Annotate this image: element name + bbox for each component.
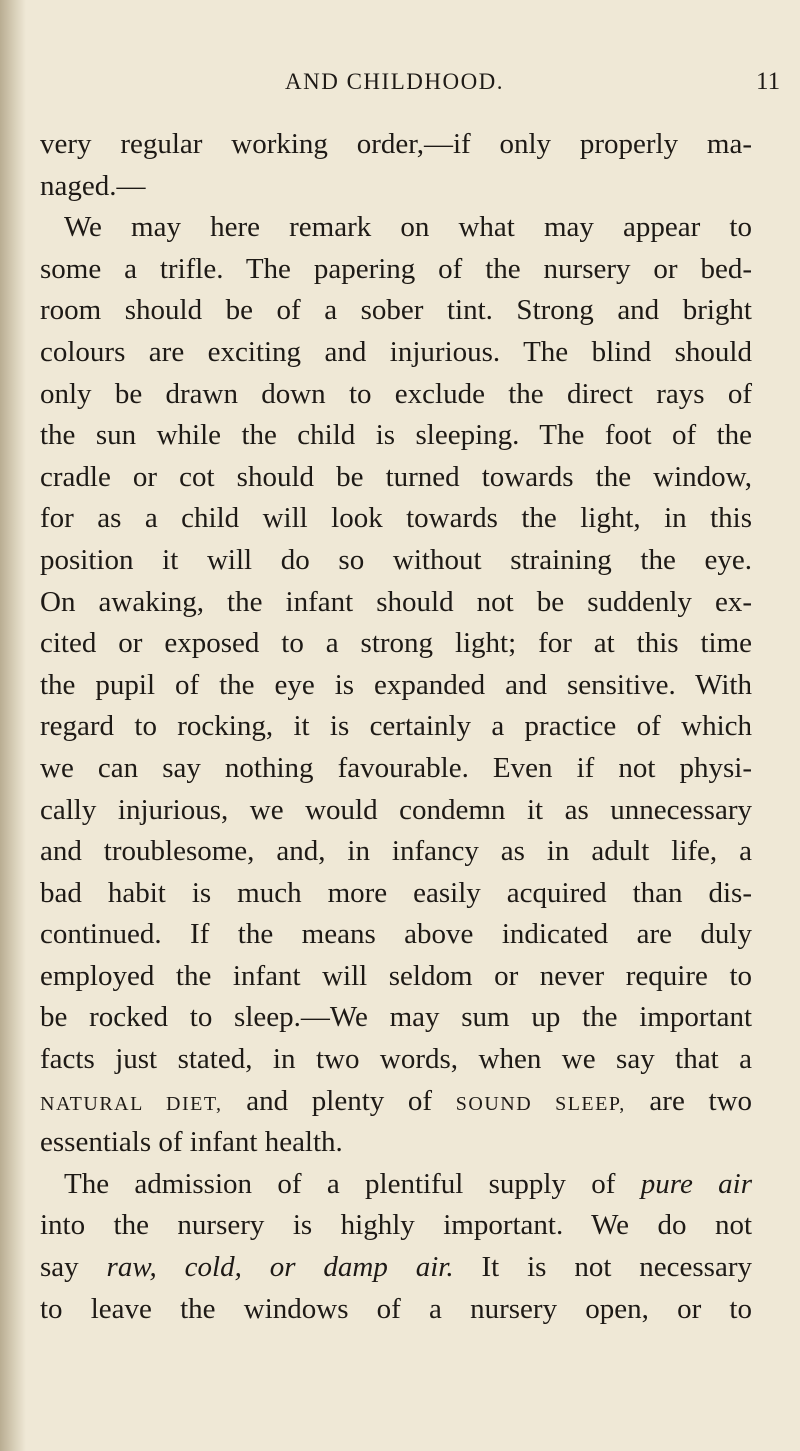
text-line: and troublesome, and, in infancy as in adult life, a — [40, 835, 752, 868]
text-line: employed the infant will seldom or never require to — [40, 959, 752, 992]
text-line: cally injurious, we would condemn it as unnecessary — [40, 793, 752, 826]
text-line: facts just stated, in two words, when we say that a — [40, 1043, 752, 1076]
text-line: be rocked to sleep.—We may sum up the important — [40, 1001, 752, 1034]
running-head: AND CHILDHOOD. — [285, 69, 505, 94]
text-line: we can say nothing favourable. Even if not physi- — [40, 751, 752, 784]
small-caps-term: SOUND SLEEP, — [455, 1092, 626, 1115]
italic-phrase: pure air — [640, 1167, 752, 1200]
text-run: The admission of a plentiful supply of — [64, 1167, 641, 1200]
text-line: essentials of infant health. — [40, 1126, 343, 1159]
body-text — [40, 124, 752, 1330]
text-run: and plenty of — [222, 1084, 456, 1117]
text-line: into the nursery is highly important. We do not — [40, 1209, 752, 1242]
text-line: cradle or cot should be turned towards the window, — [40, 460, 752, 493]
text-line: We may here remark on what may appear to — [64, 211, 752, 244]
text-run: are two — [625, 1084, 753, 1117]
text-line: the pupil of the eye is expanded and sensitive. With — [40, 668, 752, 701]
text-line: regard to rocking, it is certainly a practice of which — [40, 710, 752, 743]
text-line: the sun while the child is sleeping. The foot of the — [40, 419, 752, 452]
small-caps-term: NATURAL DIET, — [40, 1092, 223, 1115]
page-gutter-shadow — [0, 0, 26, 1451]
text-line: continued. If the means above indicated are duly — [40, 918, 752, 951]
text-line: room should be of a sober tint. Strong and bright — [40, 294, 752, 327]
text-line: only be drawn down to exclude the direct rays of — [40, 377, 752, 410]
text-line — [40, 1081, 752, 1123]
text-line: to leave the windows of a nursery open, or to — [40, 1292, 752, 1325]
text-line: naged.— — [40, 169, 146, 202]
page-number: 11 — [756, 68, 781, 95]
text-line: bad habit is much more easily acquired than dis- — [40, 876, 752, 909]
italic-phrase: raw, cold, or damp air. — [106, 1251, 454, 1284]
text-run: It is not necessary — [453, 1251, 752, 1284]
text-run: say — [40, 1251, 107, 1284]
text-line: position it will do so without straining the eye. — [40, 543, 752, 576]
text-line: cited or exposed to a strong light; for at this time — [40, 627, 752, 660]
text-line: some a trifle. The papering of the nursery or bed- — [40, 252, 752, 285]
text-line: for as a child will look towards the light, in this — [40, 502, 752, 535]
text-line: very regular working order,—if only properly ma- — [40, 128, 752, 160]
page-header — [40, 62, 800, 102]
text-line: On awaking, the infant should not be suddenly ex- — [40, 585, 752, 618]
text-line: colours are exciting and injurious. The blind should — [40, 335, 752, 368]
text-line — [40, 1247, 752, 1289]
text-line — [40, 1164, 752, 1206]
